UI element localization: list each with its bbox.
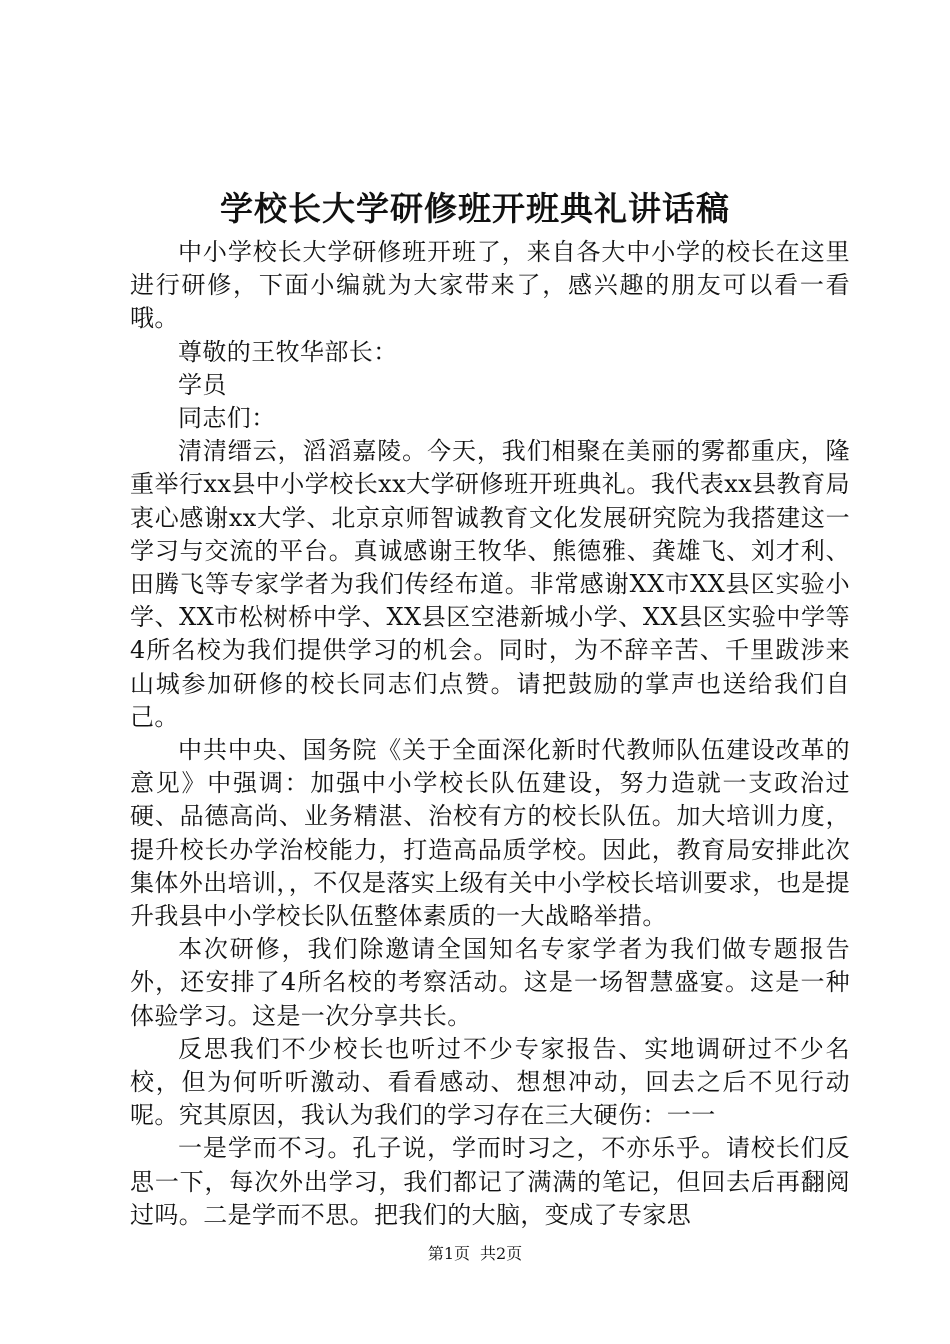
- body-paragraph: 反思我们不少校长也听过不少专家报告、实地调研过不少名校，但为何听听激动、看看感动、想想冲动，回去之后不见行动呢。究其原因，我认为我们的学习存在三大硬伤：一一: [130, 1034, 850, 1130]
- body-paragraph: 一是学而不习。孔子说，学而时习之，不亦乐乎。请校长们反思一下，每次外出学习，我们都记了满满的笔记，但回去后再翻阅过吗。二是学而不思。把我们的大脑，变成了专家思: [130, 1134, 850, 1229]
- page-number: 第1页: [427, 1244, 470, 1263]
- document-body: [130, 236, 850, 1232]
- body-paragraph: 中共中央、国务院《关于全面深化新时代教师队伍建设改革的意见》中强调：加强中小学校长队伍建设，努力造就一支政治过硬、品德高尚、业务精湛、治校有方的校长队伍。加大培训力度，提升校长办学治校能力，打造高品质学校。因此，教育局安排此次集体外出培训，，不仅是落实上级有关中小学校长培训要求，也是提升我县中小学校长队伍整体素质的一大战略举措。: [130, 736, 850, 931]
- page-footer: [0, 1242, 950, 1266]
- intro-paragraph: 中小学校长大学研修班开班了，来自各大中小学的校长在这里进行研修，下面小编就为大家带来了，感兴趣的朋友可以看一看哦。: [130, 238, 850, 333]
- body-paragraph: 本次研修，我们除邀请全国知名专家学者为我们做专题报告外，还安排了4所名校的考察活动。这是一场智慧盛宴。这是一种体验学习。这是一次分享共长。: [130, 935, 850, 1030]
- salutation-line: 同志们：: [178, 404, 276, 433]
- body-paragraph: 清清缙云，滔滔嘉陵。今天，我们相聚在美丽的雾都重庆，隆重举行xx县中小学校长xx大学研修班开班典礼。我代表xx县教育局衷心感谢xx大学、北京京师智诚教育文化发展研究院为我搭建这一学习与交流的平台。真诚感谢王牧华、熊德雅、龚雄飞、刘才利、田腾飞等专家学者为我们传经布道。非常感谢XX市XX县区实验小学、XX市松树桥中学、XX县区空港新城小学、XX县区实验中学等4所名校为我们提供学习的机会。同时，为不辞辛苦、千里跋涉来山城参加研修的校长同志们点赞。请把鼓励的掌声也送给我们自己。: [130, 437, 850, 731]
- salutation-line: 尊敬的王牧华部长：: [178, 337, 398, 366]
- page-total: 共2页: [480, 1244, 523, 1263]
- salutation-line: 学员: [178, 370, 227, 399]
- document-title: 学校长大学研修班开班典礼讲话稿: [220, 189, 730, 228]
